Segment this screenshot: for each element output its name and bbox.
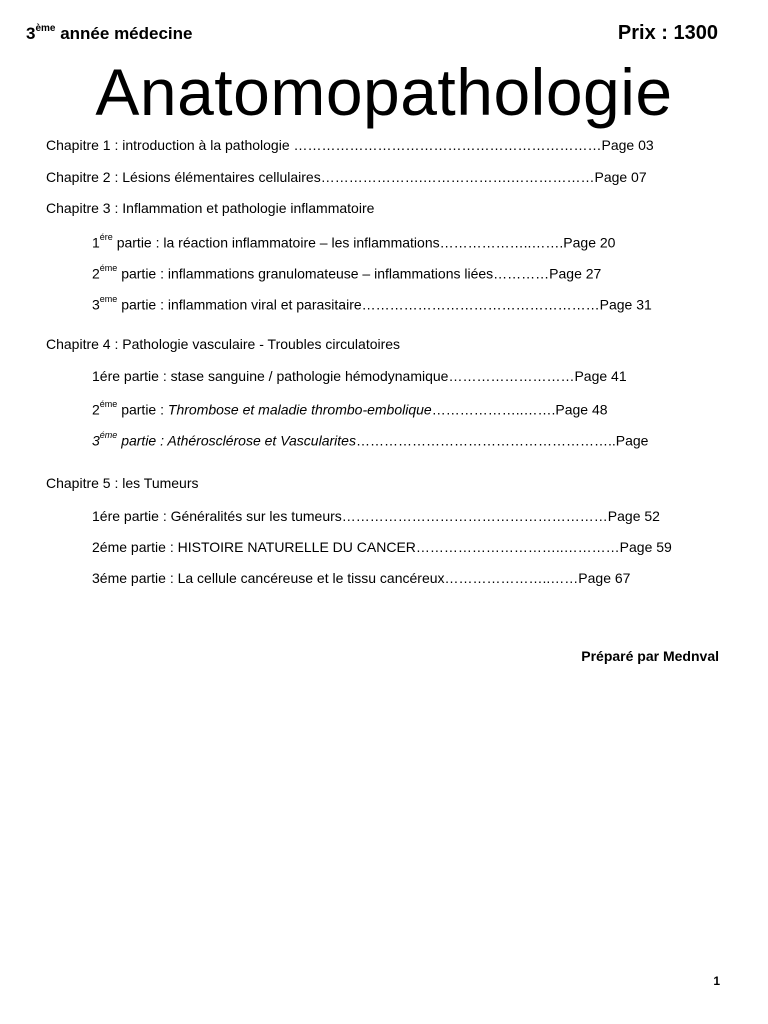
toc-chapter-2: Chapitre 2 : Lésions élémentaires cellulaires………………….……………….………………Page 07 (46, 169, 647, 185)
part-number: 3 (92, 296, 100, 313)
part-text: partie : inflammations granulomateuse – inflammations liées…………Page 27 (117, 265, 602, 282)
document-title: Anatomopathologie (95, 55, 673, 129)
toc-ch4-part-3 (92, 428, 648, 450)
part-superscript: éme (99, 430, 118, 440)
part-superscript: éme (99, 399, 118, 409)
page-number: 1 (713, 974, 720, 988)
part-number: 3 (92, 432, 100, 449)
year-number: 3 (26, 24, 36, 43)
part-prefix: partie : (117, 401, 168, 418)
part-number: 2 (92, 401, 100, 418)
toc-chapter-4: Chapitre 4 : Pathologie vasculaire - Troubles circulatoires (46, 336, 401, 352)
part-superscript: éme (99, 263, 118, 273)
price-label: Prix : 1300 (617, 22, 718, 44)
part-number: 2 (92, 265, 100, 282)
toc-ch5-part-3: 3éme partie : La cellule cancéreuse et le tissu cancéreux…………………..……Page 67 (92, 570, 631, 586)
part-title: Thrombose et maladie thrombo-embolique (167, 401, 432, 418)
year-superscript: ème (35, 23, 56, 35)
toc-ch4-part-1: 1ére partie : stase sanguine / pathologie hémodynamique………………………Page 41 (92, 368, 627, 384)
part-superscript: eme (99, 294, 118, 304)
part-page: ………………..…….Page 48 (431, 401, 608, 418)
toc-ch4-part-2 (92, 397, 608, 419)
part-number: 1 (92, 234, 100, 251)
part-title: partie : Athérosclérose et Vascularites (117, 432, 356, 449)
part-superscript: ére (99, 232, 113, 242)
year-label (26, 24, 193, 44)
part-page: ………………………………………………..Page (355, 432, 649, 449)
toc-chapter-5: Chapitre 5 : les Tumeurs (46, 475, 199, 491)
toc-ch3-part-3 (92, 292, 652, 314)
author-credit: Préparé par Mednval (581, 648, 719, 664)
part-text: partie : inflammation viral et parasitaire……………………………………………Page 31 (117, 296, 652, 313)
toc-ch3-part-2 (92, 261, 601, 283)
toc-chapter-3: Chapitre 3 : Inflammation et pathologie inflammatoire (46, 200, 375, 216)
part-text: partie : la réaction inflammatoire – les inflammations………………..…….Page 20 (112, 234, 616, 251)
year-text: année médecine (55, 24, 193, 43)
toc-ch5-part-2: 2éme partie : HISTOIRE NATURELLE DU CANCER…………………………..…………Page 59 (92, 539, 672, 555)
toc-chapter-1: Chapitre 1 : introduction à la pathologie …………………………………………………………Page 03 (46, 137, 654, 153)
toc-ch5-part-1: 1ére partie : Généralités sur les tumeurs…………………………………………………Page 52 (92, 508, 660, 524)
toc-ch3-part-1 (92, 230, 615, 252)
